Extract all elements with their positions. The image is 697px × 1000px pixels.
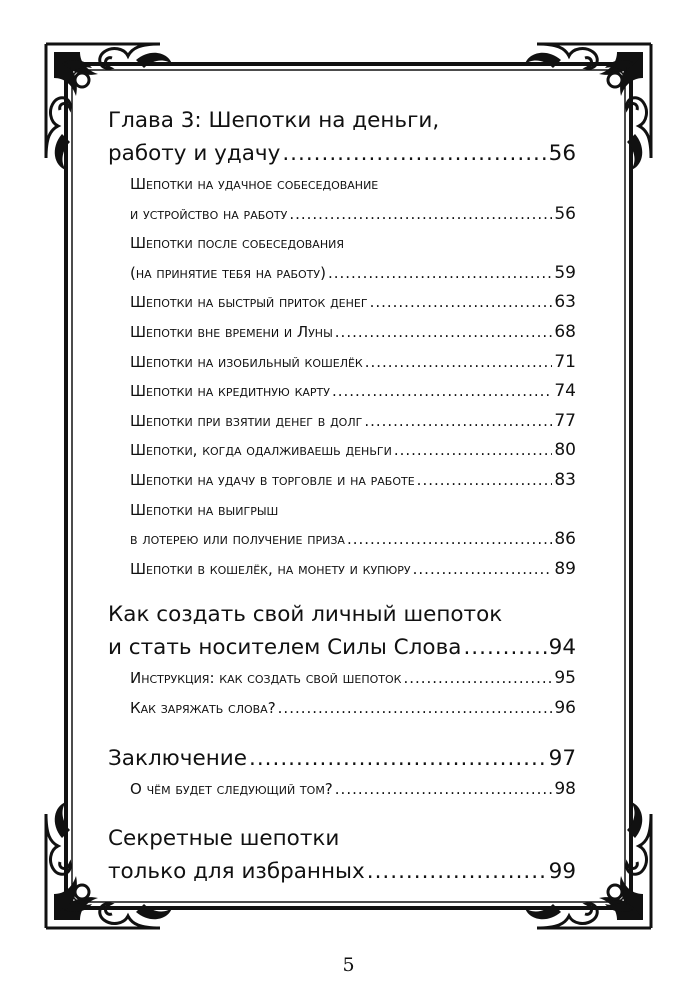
toc-subentry-page: 89 bbox=[554, 558, 576, 579]
toc-subentry[interactable] bbox=[108, 288, 576, 318]
toc-subentry-title: Шепотки в кошелёк, на монету и купюру bbox=[130, 559, 411, 578]
toc-subentry[interactable] bbox=[108, 775, 576, 805]
dot-leader bbox=[463, 631, 546, 664]
toc-subentry-page: 95 bbox=[554, 668, 576, 689]
table-of-contents bbox=[108, 104, 576, 888]
dot-leader bbox=[417, 466, 553, 496]
toc-subentry-page: 98 bbox=[554, 778, 576, 799]
toc-subentry-title bbox=[108, 170, 576, 200]
toc-subentry-line1: Шепотки на выигрыш bbox=[130, 500, 279, 519]
dot-leader bbox=[403, 664, 552, 694]
toc-subentry-title bbox=[108, 229, 576, 259]
toc-subentry-title: Шепотки, когда одалживаешь деньги bbox=[130, 441, 392, 460]
toc-subentry-title: Шепотки на кредитную карту bbox=[130, 382, 330, 401]
toc-subentry-title: Как заряжать слова? bbox=[130, 698, 276, 717]
toc-subentry-title: Шепотки вне времени и Луны bbox=[130, 322, 333, 341]
toc-subentry-page: 59 bbox=[554, 262, 576, 283]
toc-entry-page: 56 bbox=[548, 141, 576, 166]
toc-entry[interactable] bbox=[108, 742, 576, 775]
spacer bbox=[108, 724, 576, 742]
toc-entry[interactable] bbox=[108, 137, 576, 170]
dot-leader bbox=[282, 137, 546, 170]
toc-entry-title: и стать носителем Силы Слова bbox=[108, 635, 462, 661]
page-number: 5 bbox=[342, 954, 355, 976]
toc-entry-page: 97 bbox=[548, 745, 576, 771]
toc-entry-page: 99 bbox=[548, 859, 576, 885]
toc-subentry-title: Инструкция: как создать свой шепоток bbox=[130, 669, 402, 688]
toc-subentry-title: (на принятие тебя на работу) bbox=[130, 263, 326, 282]
dot-leader bbox=[364, 407, 552, 437]
toc-subentry-page: 80 bbox=[554, 440, 576, 461]
toc-entry[interactable] bbox=[108, 631, 576, 664]
toc-subentry[interactable] bbox=[108, 466, 576, 496]
toc-subentry[interactable] bbox=[108, 436, 576, 466]
toc-subentry-line1: Шепотки после собеседования bbox=[130, 234, 344, 253]
dot-leader bbox=[365, 348, 553, 378]
toc-subentry[interactable] bbox=[108, 664, 576, 694]
toc-subentry[interactable] bbox=[108, 694, 576, 724]
dot-leader bbox=[335, 318, 553, 348]
dot-leader bbox=[370, 288, 553, 318]
toc-subentry[interactable] bbox=[108, 318, 576, 348]
toc-chapter-title-line1: Секретные шепотки bbox=[108, 826, 340, 852]
toc-subentry-page: 71 bbox=[554, 351, 576, 372]
dot-leader bbox=[278, 694, 553, 724]
dot-leader bbox=[335, 775, 553, 805]
toc-entry-title: работу и удачу bbox=[108, 141, 281, 166]
toc-subentry-line1: Шепотки на удачное собеседование bbox=[130, 175, 379, 193]
dot-leader bbox=[289, 200, 552, 230]
toc-subentry-title bbox=[108, 496, 576, 526]
dot-leader bbox=[347, 525, 552, 555]
toc-subentry-title: в лотерею или получение приза bbox=[130, 530, 345, 549]
toc-subentry-title: Шепотки на удачу в торговле и на работе bbox=[130, 470, 415, 489]
toc-chapter-title bbox=[108, 598, 576, 631]
spacer bbox=[108, 804, 576, 822]
dot-leader bbox=[332, 377, 552, 407]
toc-subentry-title: О чём будет следующий том? bbox=[130, 779, 333, 798]
toc-subentry[interactable] bbox=[108, 525, 576, 555]
toc-subentry-page: 74 bbox=[554, 381, 576, 402]
toc-subentry-page: 68 bbox=[554, 321, 576, 342]
dot-leader bbox=[394, 436, 553, 466]
toc-subentry-page: 86 bbox=[554, 529, 576, 550]
dot-leader bbox=[367, 855, 547, 888]
spacer bbox=[108, 584, 576, 598]
toc-subentry-title: Шепотки при взятии денег в долг bbox=[130, 411, 363, 430]
toc-subentry-page: 56 bbox=[554, 203, 576, 224]
toc-subentry-page: 96 bbox=[554, 697, 576, 718]
toc-subentry[interactable] bbox=[108, 259, 576, 289]
toc-chapter-title bbox=[108, 104, 576, 137]
toc-subentry-page: 77 bbox=[554, 410, 576, 431]
toc-subentry-page: 63 bbox=[554, 292, 576, 313]
toc-subentry-title: Шепотки на изобильный кошелёк bbox=[130, 352, 363, 371]
toc-chapter-title bbox=[108, 822, 576, 855]
dot-leader bbox=[249, 742, 547, 775]
toc-subentry[interactable] bbox=[108, 200, 576, 230]
toc-chapter-title-line1: Как создать свой личный шепоток bbox=[108, 602, 503, 628]
toc-subentry-page: 83 bbox=[554, 469, 576, 490]
toc-subentry[interactable] bbox=[108, 377, 576, 407]
dot-leader bbox=[328, 259, 552, 289]
toc-subentry[interactable] bbox=[108, 348, 576, 378]
toc-entry[interactable] bbox=[108, 855, 576, 888]
toc-entry-page: 94 bbox=[548, 635, 576, 661]
toc-subentry[interactable] bbox=[108, 555, 576, 585]
toc-subentry-title: и устройство на работу bbox=[130, 204, 288, 223]
toc-subentry-title: Шепотки на быстрый приток денег bbox=[130, 293, 368, 312]
toc-entry-title: только для избранных bbox=[108, 859, 365, 885]
toc-chapter-title-line1: Глава 3: Шепотки на деньги, bbox=[108, 108, 440, 133]
toc-entry-title: Заключение bbox=[108, 745, 247, 771]
toc-subentry[interactable] bbox=[108, 407, 576, 437]
dot-leader bbox=[413, 555, 553, 585]
